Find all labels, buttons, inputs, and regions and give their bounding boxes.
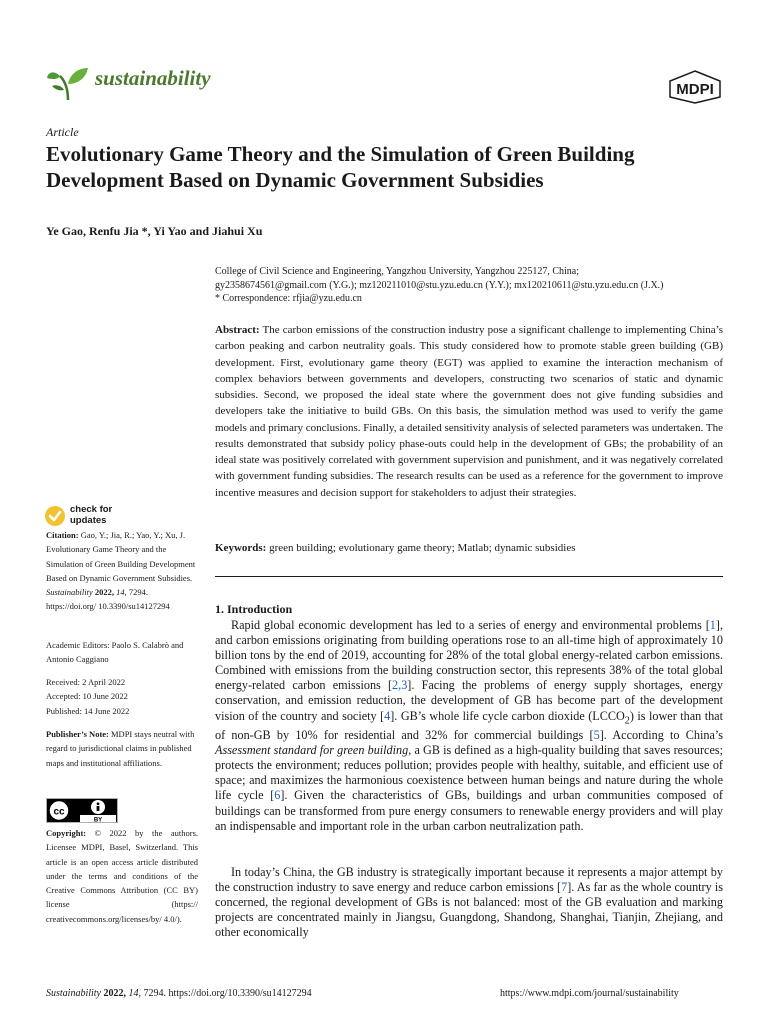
reference-link[interactable]: 2,3 xyxy=(392,678,408,693)
check-for-updates-button[interactable] xyxy=(44,504,134,530)
sustainability-logo-icon xyxy=(46,62,92,102)
citation-doi: 7294. https://doi.org/ 10.3390/su14127294 xyxy=(46,587,170,612)
publishers-note xyxy=(46,727,198,770)
affiliation-line: College of Civil Science and Engineering, Yangzhou University, Yangzhou 225127, China; xyxy=(215,266,580,277)
body-text: ) is lower than that of non-GB by 10% for residential and 32% for commercial buildings [ xyxy=(215,708,723,743)
body-text: , a GB is defined as a high-quality building that saves resources; protects the environment; reduces pollution; provides people with healthy, suitable, and efficient use of space; and maximizes the harmonious coexistence between human beings and nature during the whole life cycle [ xyxy=(215,743,723,803)
citation-text: Gao, Y.; Jia, R.; Yao, Y.; Xu, J. Evolutionary Game Theory and the Simulation of Green Building Development Based on Dynamic Government Subsidies. xyxy=(46,530,196,583)
correspondence: * Correspondence: rfjia@yzu.edu.cn xyxy=(215,293,362,304)
reference-link[interactable]: 6 xyxy=(274,788,281,803)
check-updates-line: check for xyxy=(70,504,113,515)
reference-link[interactable]: 5 xyxy=(593,728,600,743)
mdpi-logo-text: MDPI xyxy=(676,81,714,98)
citation-year: 2022, xyxy=(94,587,114,598)
reference-link[interactable]: 1 xyxy=(709,618,716,632)
body-text: ]. As far as the whole country is concerned, the regional development of GBs is not balanced: most of the GB evaluation and marking projects are concentrated mainly in Jiangsu, Guangdong, Shandong, Shanghai, Tianjin, Zhejiang, and other economically xyxy=(215,880,723,940)
reference-link[interactable]: 4 xyxy=(384,708,391,723)
body-text: ]. Given the characteristics of GBs, buildings and urban communities composed of buildings can be transformed from pure energy consumers to renewable energy providers and will play an indispensable and important role in the urban carbon neutralization path. xyxy=(215,788,723,833)
publication-dates xyxy=(46,675,198,718)
check-updates-line: updates xyxy=(70,515,107,526)
body-text: ], and carbon emissions originating from building operations rose to an all-time high of approximately 10 billion tons by the end of 2019, accounting for 28% of the total global energy-related carbon emissions. Combined with emissions from the building construction sector, this represents 38% of the total global energy-related carbon emissions [ xyxy=(215,618,723,693)
mdpi-logo xyxy=(668,70,722,104)
article-type: Article xyxy=(46,125,79,139)
footer-doi[interactable]: 7294. https://doi.org/10.3390/su14127294 xyxy=(143,988,312,999)
footer-journal: Sustainability xyxy=(46,988,101,999)
copyright-label: Copyright: xyxy=(46,828,87,838)
body-text: ]. GB’s whole life cycle carbon dioxide (LCCO xyxy=(390,708,625,723)
received-date: Received: 2 April 2022 xyxy=(46,677,126,687)
body-text: In today’s China, the GB industry is strategically important because it represents a major attempt by the construction industry to save energy and reduce carbon emissions [ xyxy=(215,865,723,895)
abstract-text: The carbon emissions of the construction industry pose a significant challenge to implementing China’s carbon peaking and carbon neutrality goals. This study considered how to promote stable green building (GB) development. First, evolutionary game theory (EGT) was applied to examine the interaction mechanism of complex behaviors between governments and developers, constructing two scenarios of static and dynamic subsidies. Second, we proposed the ideal state where the government does not give funding subsidies and developers take the initiative to build GBs. On this basis, the simulation method was used to verify the game models and primary conclusions. Finally, a detailed sensitivity analysis of selected parameters was undertaken. The results demonstrated that subsidy policy phase-outs could help in the development of GBs; the probability of an ideal state was positively correlated with government supervision and punishment, and it was negatively correlated with government funding subsidies. The research results can be used as a reference for the government to improve incentive measures and decision support for stakeholders to adjust their strategies. xyxy=(215,324,723,499)
divider xyxy=(215,576,723,577)
journal-name: sustainability xyxy=(95,66,211,90)
body-text: Rapid global economic development has led to a series of energy and environmental problems [ xyxy=(231,618,710,632)
body-text: ]. Facing the problems of energy supply shortages, energy conservation, and emission reduction, the development of GB has become part of the development vision of the country and society [ xyxy=(215,678,723,723)
keywords xyxy=(215,542,723,554)
copyright-text: © 2022 by the authors. Licensee MDPI, Basel, Switzerland. This article is an open access article distributed under the terms and conditions of the Creative Commons Attribution (CC BY) license (https:// creativecommons.org/licenses/by/ 4.0/). xyxy=(46,828,199,924)
abstract xyxy=(215,322,723,501)
reference-link[interactable]: 7 xyxy=(561,880,568,895)
published-date: Published: 14 June 2022 xyxy=(46,705,130,716)
citation-volume: 14, xyxy=(116,587,127,598)
copyright xyxy=(46,826,198,926)
abstract-label: Abstract: xyxy=(215,324,260,336)
footer-journal-url[interactable]: https://www.mdpi.com/journal/sustainability xyxy=(500,988,679,999)
check-updates-icon xyxy=(44,505,66,527)
note-label: Publisher’s Note: xyxy=(46,729,109,739)
cc-label: cc xyxy=(53,806,65,818)
check-updates-label xyxy=(70,504,112,526)
italic-title: Assessment standard for green building xyxy=(215,743,409,758)
section-heading: 1. Introduction xyxy=(215,602,293,616)
accepted-date: Accepted: 10 June 2022 xyxy=(46,691,128,702)
footer-citation xyxy=(46,988,312,999)
affiliation-emails: gy2358674561@gmail.com (Y.G.); mz120211010@stu.yzu.edu.cn (Y.Y.); mx120210611@stu.yzu.edu.cn (J.X.) xyxy=(215,280,664,291)
body-text: ]. According to China’s xyxy=(599,728,723,743)
note-text: MDPI stays neutral with regard to jurisdictional claims in published maps and institutional affiliations. xyxy=(46,729,195,768)
intro-paragraph-2 xyxy=(215,865,723,940)
cc-by-license-icon[interactable] xyxy=(46,798,118,823)
footer-volume: 14, xyxy=(128,988,141,999)
keywords-text: green building; evolutionary game theory; Matlab; dynamic subsidies xyxy=(269,542,576,554)
affiliation xyxy=(215,265,725,293)
intro-paragraph-1 xyxy=(215,618,723,834)
article-title: Evolutionary Game Theory and the Simulation of Green Building Development Based on Dynamic Government Subsidies xyxy=(46,142,635,192)
academic-editors: Academic Editors: Paolo S. Calabrò and Antonio Caggiano xyxy=(46,640,184,665)
citation xyxy=(46,528,198,614)
subscript: 2 xyxy=(624,715,630,726)
author-list: Ye Gao, Renfu Jia *, Yi Yao and Jiahui Xu xyxy=(46,224,263,238)
citation-journal: Sustainability xyxy=(46,587,93,598)
citation-label: Citation: xyxy=(46,530,79,540)
cc-by-label: BY xyxy=(93,817,103,823)
footer-year: 2022, xyxy=(103,988,126,999)
keywords-label: Keywords: xyxy=(215,542,267,554)
